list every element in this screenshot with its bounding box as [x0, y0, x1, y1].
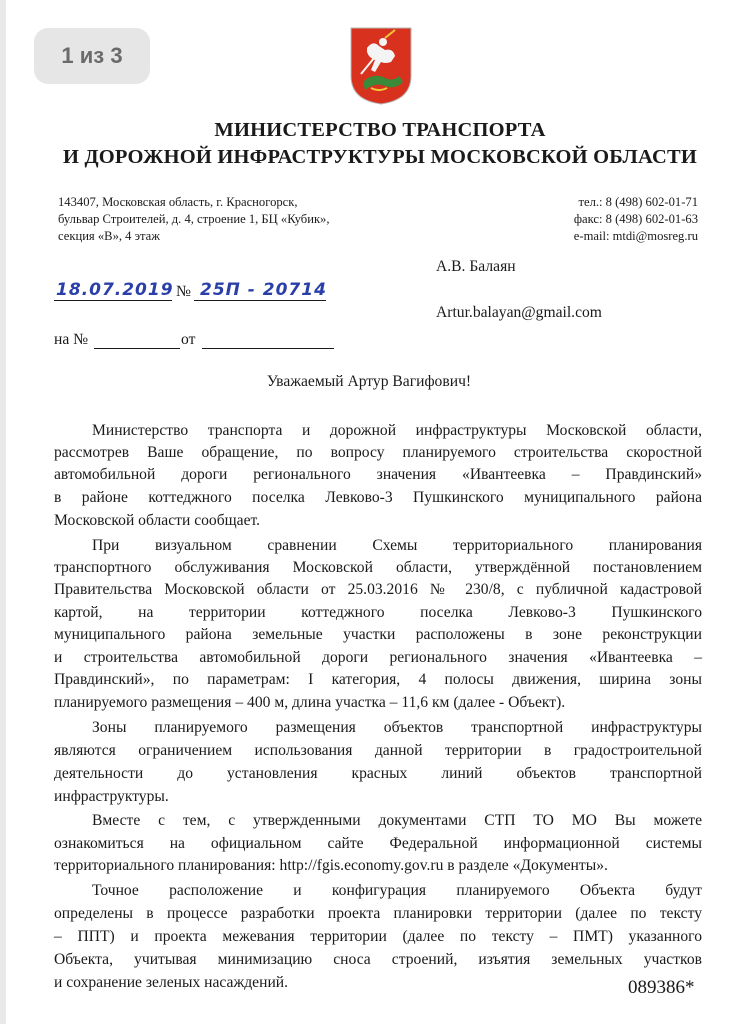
- body-line: Правительства Московской области от 25.03.2016 № 230/8, с публичной кадастровой: [54, 581, 702, 598]
- address-line: бульвар Строителей, д. 4, строение 1, БЦ «Кубик»,: [58, 212, 330, 226]
- recipient-name: А.В. Балаян: [436, 258, 516, 275]
- body-line: инфраструктуры.: [54, 788, 169, 805]
- body-line: являются ограничением использования данной территории в градостроительной: [54, 742, 702, 759]
- handwritten-date: 18.07.2019: [56, 280, 174, 300]
- body-line: транспортного обслуживания Московской области, утверждённой постановлением: [54, 559, 702, 576]
- salutation: Уважаемый Артур Вагифович!: [266, 373, 472, 390]
- body-line: территориального планирования: http://fgis.economy.gov.ru в разделе «Документы».: [54, 857, 608, 874]
- body-line: муниципального района земельные участки расположены в зоне реконструкции: [54, 626, 702, 643]
- body-line: Зоны планируемого размещения объектов транспортной инфраструктуры: [92, 719, 702, 736]
- body-line: ознакомиться на официальном сайте Федеральной информационной системы: [54, 835, 702, 852]
- ministry-title-line1: МИНИСТЕРСТВО ТРАНСПОРТА: [214, 119, 546, 141]
- body-line: в районе коттеджного поселка Левково-3 Пушкинского муниципального района: [54, 489, 702, 506]
- body-line: определены в процессе разработки проекта планировки территории (далее по тексту: [54, 905, 702, 922]
- body-line: картой, на территории коттеджного поселка Левково-3 Пушкинского: [54, 604, 702, 621]
- date-underline: [54, 300, 172, 301]
- number-label: №: [176, 283, 191, 300]
- body-line: Московской области сообщает.: [54, 512, 261, 529]
- ref-number-blank: [94, 348, 180, 349]
- body-line: Точное расположение и конфигурация планируемого Объекта будут: [92, 882, 702, 899]
- ref-number-label: на №: [54, 331, 89, 348]
- phone-line: тел.: 8 (498) 602-01-71: [578, 195, 698, 209]
- address-line: секция «В», 4 этаж: [58, 229, 160, 243]
- fax-line: факс: 8 (498) 602-01-63: [573, 212, 698, 226]
- body-line: Вместе с тем, с утвержденными документами СТП ТО МО Вы можете: [92, 812, 702, 829]
- handwritten-number: 25П - 20714: [200, 280, 327, 300]
- body-line: деятельности до установления красных линий объектов транспортной: [54, 765, 702, 782]
- ref-date-label: от: [181, 331, 196, 348]
- body-line: и строительства автомобильной дороги регионального значения «Ивантеевка –: [54, 649, 702, 666]
- page-counter-badge: 1 из 3: [34, 28, 150, 84]
- body-line: – ППТ) и проекта межевания территории (далее по тексту – ПМТ) указанного: [54, 928, 702, 945]
- body-line: планируемого размещения – 400 м, длина участка – 11,6 км (далее - Объект).: [54, 694, 566, 711]
- scan-edge: [0, 0, 6, 1024]
- body-line: рассмотрев Ваше обращение, по вопросу планируемого строительства скоростной: [54, 444, 702, 461]
- body-line: При визуальном сравнении Схемы территориального планирования: [92, 537, 702, 554]
- coat-of-arms-emblem: [349, 26, 413, 106]
- email-line: e-mail: mtdi@mosreg.ru: [573, 229, 698, 243]
- body-line: автомобильной дороги регионального значения «Ивантеевка – Правдинский»: [54, 466, 702, 483]
- body-line: Объекта, учитывая минимизацию сноса строений, изъятия земельных участков: [54, 951, 702, 968]
- recipient-email: Artur.balayan@gmail.com: [436, 304, 602, 321]
- address-line: 143407, Московская область, г. Красногорск,: [58, 195, 298, 209]
- number-underline: [194, 300, 326, 301]
- body-line: Министерство транспорта и дорожной инфраструктуры Московской области,: [92, 422, 702, 439]
- body-line: Правдинский», по параметрам: I категория, 4 полосы движения, ширина зоны: [54, 671, 702, 688]
- document-serial-number: 089386*: [628, 977, 695, 998]
- body-line: и сохранение зеленых насаждений.: [54, 974, 289, 991]
- ref-date-blank: [202, 348, 334, 349]
- ministry-title-line2: И ДОРОЖНОЙ ИНФРАСТРУКТУРЫ МОСКОВСКОЙ ОБЛАСТИ: [62, 146, 698, 168]
